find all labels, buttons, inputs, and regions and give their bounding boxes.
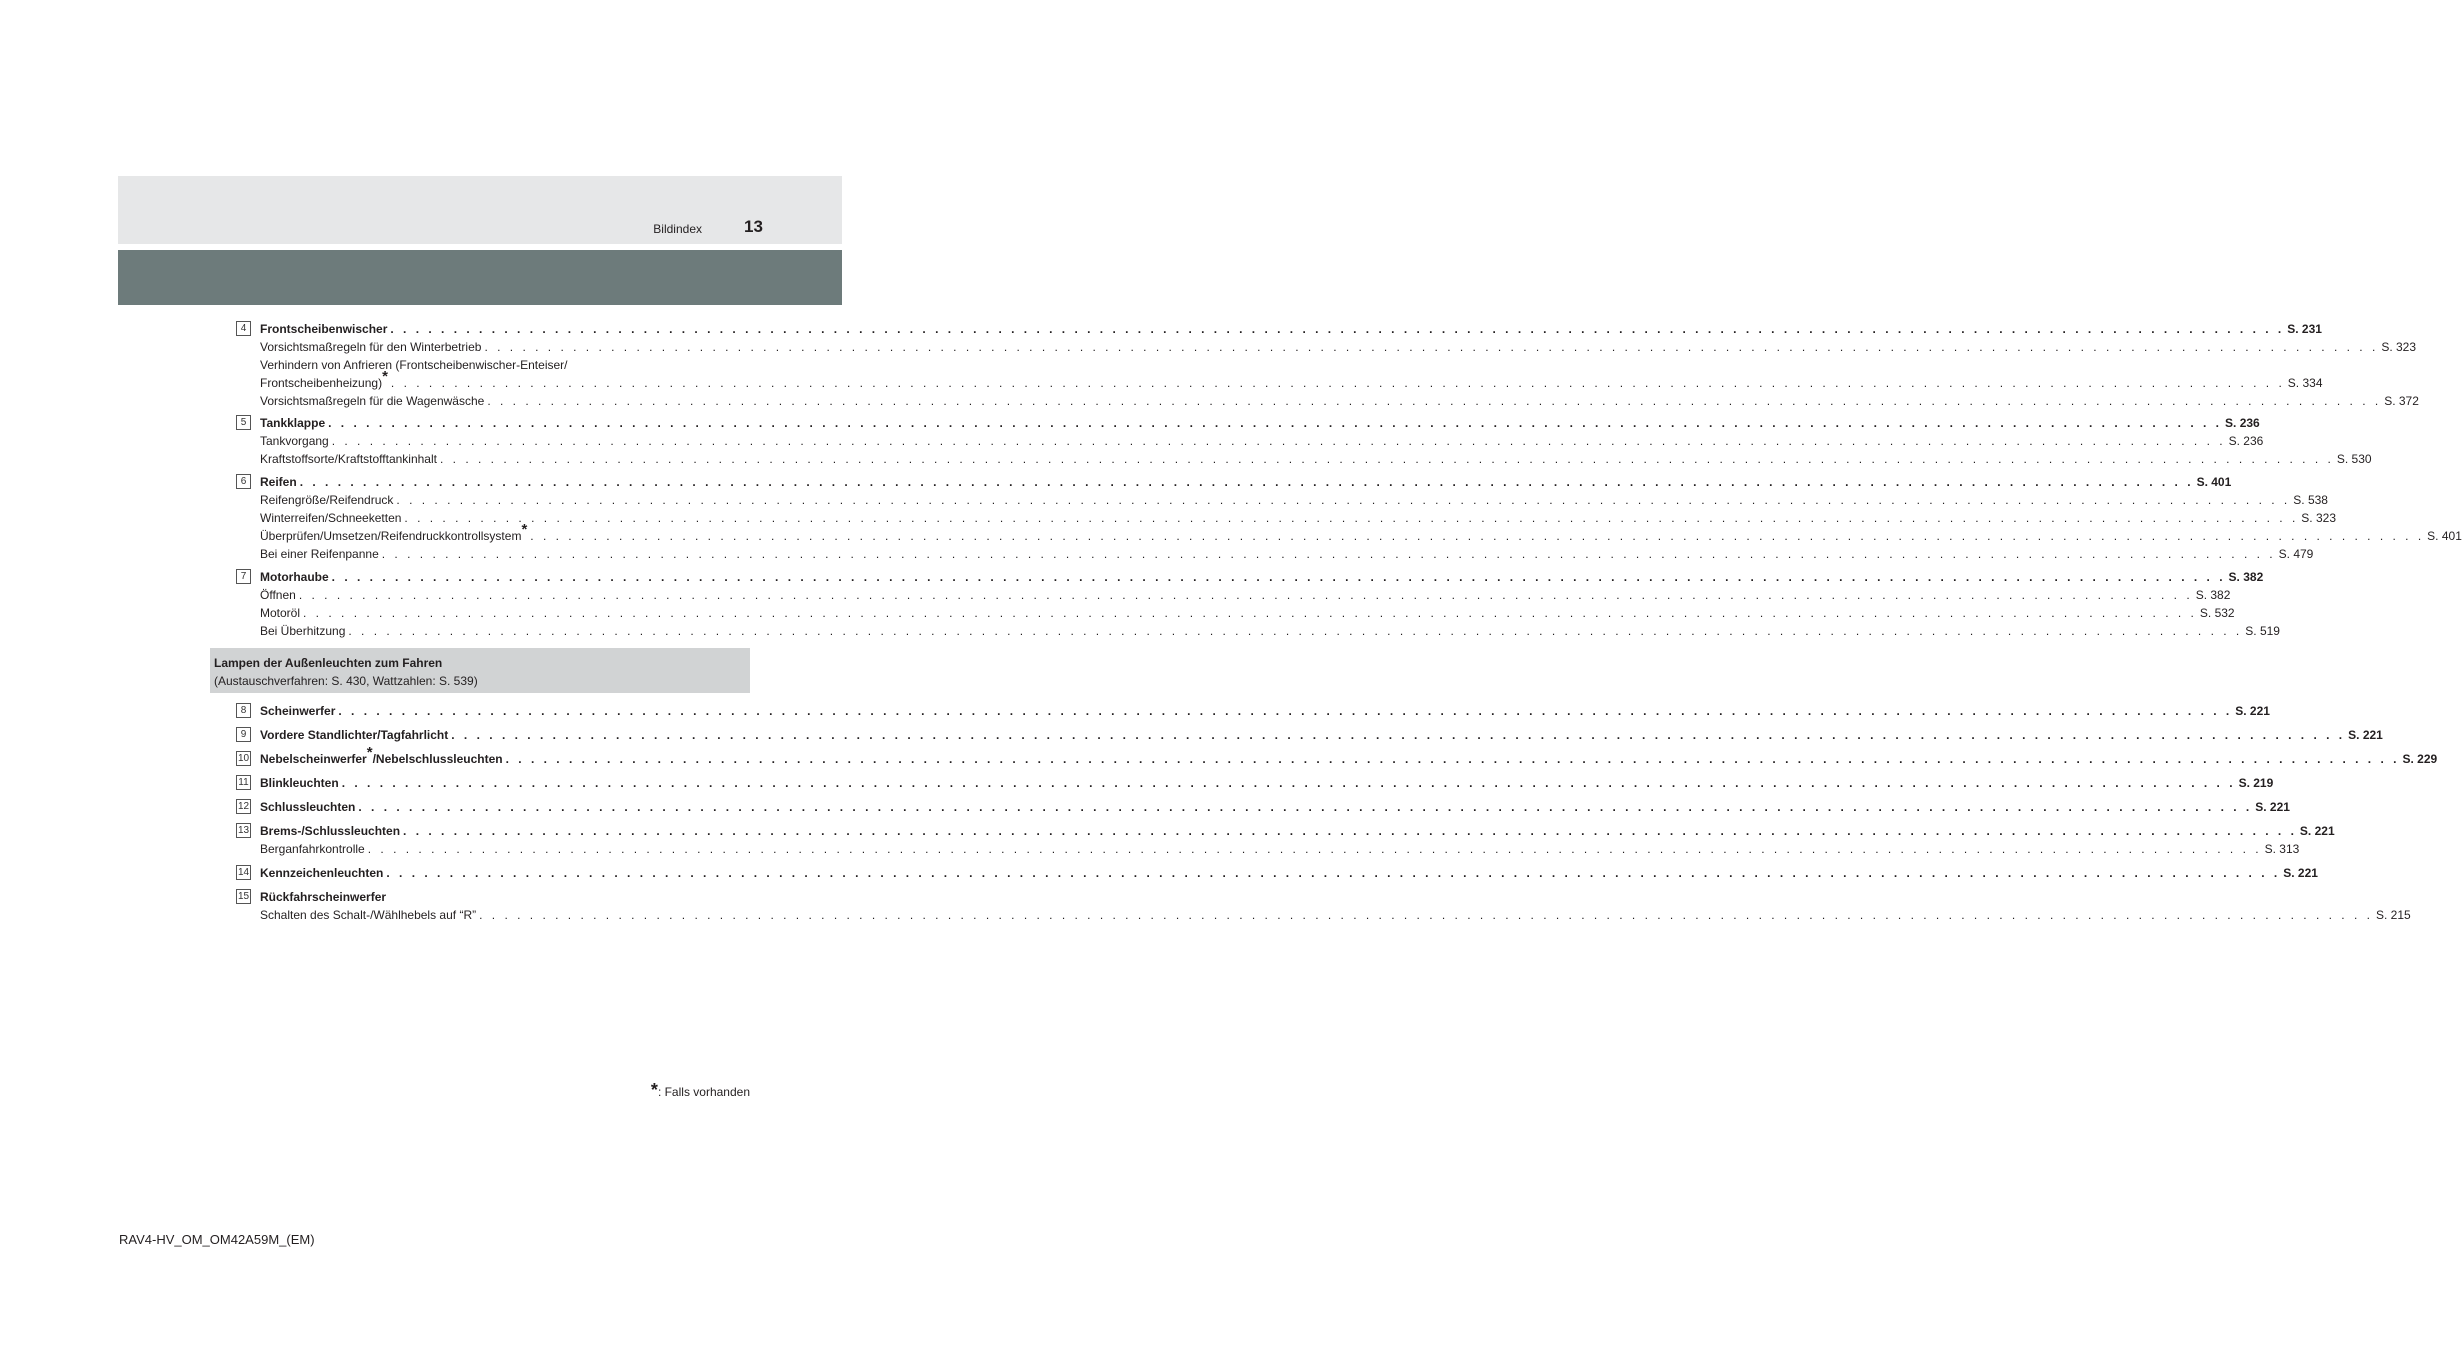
dot-leader: . . . . . . . . . . . . . . . . . . . . . . . . . . . . . . . . . . . . . . . . . . . . . . . . . . . . . . . . . . . . . . . . . . . . . . . . . . . . . . . . . . . . . . . . . . . . . . . . . . . . . . . . . . . . . . . . . . . . . . . . . . . . . . . . . . . . . . . . . . . . . . . . . . . . . . xyxy=(386,866,2281,880)
index-group xyxy=(236,702,2270,720)
entry-label: Tankklappe xyxy=(260,416,326,430)
document-code: RAV4-HV_OM_OM42A59M_(EM) xyxy=(119,1232,315,1247)
page-reference[interactable]: S. 221 xyxy=(2283,866,2318,880)
index-line xyxy=(260,356,724,374)
lamp-section-box xyxy=(210,648,750,693)
page-reference[interactable]: S. 382 xyxy=(2228,570,2264,584)
page-reference[interactable]: S. 532 xyxy=(2199,606,2235,620)
index-line xyxy=(260,432,2264,450)
index-group xyxy=(236,414,2372,468)
dot-leader: . . . . . . . . . . . . . . . . . . . . . . . . . . . . . . . . . . . . . . . . . . . . . . . . . . . . . . . . . . . . . . . . . . . . . . . . . . . . . . . . . . . . . . . . . . . . . . . . . . . . . . . . . . . . . . . . . . . . . . . . . . . . . . . . . . . . . . . . . . . . . . . . . . . . . . xyxy=(331,434,2226,448)
entry-label: Tankvorgang xyxy=(260,434,329,448)
entry-label: Scheinwerfer xyxy=(260,704,336,718)
index-line xyxy=(260,450,2372,468)
index-line xyxy=(260,798,2290,816)
dot-leader: . . . . . . . . . . . . . . . . . . . . . . . . . . . . . . . . . . . . . . . . . . . . . . . . . . . . . . . . . . . . . . . . . . . . . . . . . . . . . . . . . . . . . . . . . . . . . . . . . . . . . . . . . . . . . . . . . . . . . . . . . . . . . . . . . . . . . . . . . . . . . . . . . . . . . . xyxy=(338,704,2233,718)
dot-leader: . . . . . . . . . . . . . . . . . . . . . . . . . . . . . . . . . . . . . . . . . . . . . . . . . . . . . . . . . . . . . . . . . . . . . . . . . . . . . . . . . . . . . . . . . . . . . . . . . . . . . . . . . . . . . . . . . . . . . . . . . . . . . . . . . . . . . . . . . . . . . . . . . . . . . . xyxy=(403,824,2297,838)
entry-label: Öffnen xyxy=(260,588,296,602)
index-line xyxy=(260,906,2411,924)
dot-leader: . . . . . . . . . . . . . . . . . . . . . . . . . . . . . . . . . . . . . . . . . . . . . . . . . . . . . . . . . . . . . . . . . . . . . . . . . . . . . . . . . . . . . . . . . . . . . . . . . . . . . . . . . . . . . . . . . . . . . . . . . . . . . . . . . . . . . . . . . . . . . . . . . . . . . . xyxy=(484,340,2379,354)
page-reference[interactable]: S. 236 xyxy=(2225,416,2260,430)
lamp-section-subtitle: (Austauschverfahren: S. 430, Wattzahlen: S. 539) xyxy=(214,674,478,688)
index-group xyxy=(236,774,2274,792)
index-group xyxy=(236,568,2280,640)
callout-number: 14 xyxy=(237,867,250,878)
page-reference[interactable]: S. 221 xyxy=(2299,824,2335,838)
index-group xyxy=(236,888,2411,924)
dot-leader: . . . . . . . . . . . . . . . . . . . . . . . . . . . . . . . . . . . . . . . . . . . . . . . . . . . . . . . . . . . . . . . . . . . . . . . . . . . . . . . . . . . . . . . . . . . . . . . . . . . . . . . . . . . . . . . . . . . . . . . . . . . . . . . . . . . . . . . . . . . . . . . . . . . . . . xyxy=(439,452,2334,466)
page-reference[interactable]: S. 221 xyxy=(2255,800,2290,814)
index-line xyxy=(260,586,2231,604)
entry-label: Schalten des Schalt-/Wählhebels auf “R” xyxy=(260,908,477,922)
entry-label: Winterreifen/Schneeketten xyxy=(260,511,402,525)
entry-label: Kraftstoffsorte/Kraftstofftankinhalt xyxy=(260,452,437,466)
index-line xyxy=(260,368,2323,392)
callout-number: 12 xyxy=(237,801,250,812)
dot-leader: . . . . . . . . . . . . . . . . . . . . . . . . . . . . . . . . . . . . . . . . . . . . . . . . . . . . . . . . . . . . . . . . . . . . . . . . . . . . . . . . . . . . . . . . . . . . . . . . . . . . . . . . . . . . . . . . . . . . . . . . . . . . . . . . . . . . . . . . . . . . . . . . . . . . . . xyxy=(358,800,2253,814)
page-reference[interactable]: S. 519 xyxy=(2245,624,2280,638)
dot-leader: . . . . . . . . . . . . . . . . . . . . . . . . . . . . . . . . . . . . . . . . . . . . . . . . . . . . . . . . . . . . . . . . . . . . . . . . . . . . . . . . . . . . . . . . . . . . . . . . . . . . . . . . . . . . . . . . . . . . . . . . . . . . . . . . . . . . . . . . . . . . . . . . . . . . . . xyxy=(381,547,2276,561)
page-reference[interactable]: S. 323 xyxy=(2381,340,2417,354)
dot-leader: . . . . . . . . . . . . . . . . . . . . . . . . . . . . . . . . . . . . . . . . . . . . . . . . . . . . . . . . . . . . . . . . . . . . . . . . . . . . . . . . . . . . . . . . . . . . . . . . . . . . . . . . . . . . . . . . . . . . . . . . . . . . . . . . . . . . . . . . . . . . . . . . . . . . . . xyxy=(299,475,2194,489)
dot-leader: . . . . . . . . . . . . . . . . . . . . . . . . . . . . . . . . . . . . . . . . . . . . . . . . . . . . . . . . . . . . . . . . . . . . . . . . . . . . . . . . . . . . . . . . . . . . . . . . . . . . . . . . . . . . . . . . . . . . . . . . . . . . . . . . . . . . . . . . . . . . . . . . . . . . . . xyxy=(451,728,2346,742)
entry-label: Vordere Standlichter/Tagfahrlicht xyxy=(260,728,449,742)
page-reference[interactable]: S. 372 xyxy=(2384,394,2419,408)
page-reference[interactable]: S. 229 xyxy=(2402,752,2438,766)
dot-leader: . . . . . . . . . . . . . . . . . . . . . . . . . . . . . . . . . . . . . . . . . . . . . . . . . . . . . . . . . . . . . . . . . . . . . . . . . . . . . . . . . . . . . . . . . . . . . . . . . . . . . . . . . . . . . . . . . . . . . . . . . . . . . . . . . . . . . . . . . . . . . . . . . . . . . . xyxy=(331,570,2226,584)
dot-leader: . . . . . . . . . . . . . . . . . . . . . . . . . . . . . . . . . . . . . . . . . . . . . . . . . . . . . . . . . . . . . . . . . . . . . . . . . . . . . . . . . . . . . . . . . . . . . . . . . . . . . . . . . . . . . . . . . . . . . . . . . . . . . . . . . . . . . . . . . . . . . . . . . . . . . . xyxy=(303,606,2197,620)
footnote-star: * xyxy=(650,1080,658,1100)
page-number: 13 xyxy=(744,217,763,236)
dot-leader: . . . . . . . . . . . . . . . . . . . . . . . . . . . . . . . . . . . . . . . . . . . . . . . . . . . . . . . . . . . . . . . . . . . . . . . . . . . . . . . . . . . . . . . . . . . . . . . . . . . . . . . . . . . . . . . . . . . . . . . . . . . . . . . . . . . . . . . . . . . . . . . . . . . . . . xyxy=(530,529,2425,543)
entry-label: Brems-/Schlussleuchten xyxy=(260,824,401,838)
index-line xyxy=(260,702,2270,720)
page-reference[interactable]: S. 219 xyxy=(2238,776,2274,790)
index-group xyxy=(236,726,2383,744)
dot-leader: . . . . . . . . . . . . . . . . . . . . . . . . . . . . . . . . . . . . . . . . . . . . . . . . . . . . . . . . . . . . . . . . . . . . . . . . . . . . . . . . . . . . . . . . . . . . . . . . . . . . . . . . . . . . . . . . . . . . . . . . . . . . . . . . . . . . . . . . . . . . . . . . . . . . . . xyxy=(487,394,2382,408)
index-line xyxy=(260,521,2462,545)
index-line xyxy=(260,864,2318,882)
entry-label: Nebelscheinwerfer*/Nebelschlussleuchten xyxy=(260,744,503,766)
entry-label: Vorsichtsmaßregeln für den Winterbetrieb xyxy=(260,340,482,354)
header-band xyxy=(118,176,842,244)
dot-leader: . . . . . . . . . . . . . . . . . . . . . . . . . . . . . . . . . . . . . . . . . . . . . . . . . . . . . . . . . . . . . . . . . . . . . . . . . . . . . . . . . . . . . . . . . . . . . . . . . . . . . . . . . . . . . . . . . . . . . . . . . . . . . . . . . . . . . . . . . . . . . . . . . . . . . . xyxy=(479,908,2373,922)
entry-label: Vorsichtsmaßregeln für die Wagenwäsche xyxy=(260,394,485,408)
index-line xyxy=(260,338,2417,356)
header-bar xyxy=(118,250,842,305)
entry-label: Bei einer Reifenpanne xyxy=(260,547,379,561)
entry-label: Schlussleuchten xyxy=(260,800,356,814)
dot-leader: . . . . . . . . . . . . . . . . . . . . . . . . . . . . . . . . . . . . . . . . . . . . . . . . . . . . . . . . . . . . . . . . . . . . . . . . . . . . . . . . . . . . . . . . . . . . . . . . . . . . . . . . . . . . . . . . . . . . . . . . . . . . . . . . . . . . . . . . . . . . . . . . . . . . . . xyxy=(341,776,2236,790)
index-line xyxy=(260,568,2264,586)
index-line xyxy=(260,473,2232,491)
entry-label: Verhindern von Anfrieren (Frontscheibenwischer-Enteiser/ xyxy=(260,358,568,372)
index-line xyxy=(260,491,2328,509)
index-line xyxy=(260,509,2336,527)
entry-label: Motorhaube xyxy=(260,570,329,584)
entry-label: Motoröl xyxy=(260,606,301,620)
callout-number: 6 xyxy=(236,474,251,489)
page-reference[interactable]: S. 538 xyxy=(2293,493,2328,507)
dot-leader: . . . . . . . . . . . . . . . . . . . . . . . . . . . . . . . . . . . . . . . . . . . . . . . . . . . . . . . . . . . . . . . . . . . . . . . . . . . . . . . . . . . . . . . . . . . . . . . . . . . . . . . . . . . . . . . . . . . . . . . . . . . . . . . . . . . . . . . . . . . . . . . . . . . . . . xyxy=(348,624,2243,638)
footnote xyxy=(600,1080,750,1101)
index-line xyxy=(260,392,2419,410)
index-line xyxy=(260,726,2383,744)
page-reference[interactable]: S. 231 xyxy=(2287,322,2322,336)
index-line xyxy=(260,774,2274,792)
callout-number: 5 xyxy=(236,415,251,430)
lamp-section-title: Lampen der Außenleuchten zum Fahren xyxy=(214,656,443,670)
dot-leader: . . . . . . . . . . . . . . . . . . . . . . . . . . . . . . . . . . . . . . . . . . . . . . . . . . . . . . . . . . . . . . . . . . . . . . . . . . . . . . . . . . . . . . . . . . . . . . . . . . . . . . . . . . . . . . . . . . . . . . . . . . . . . . . . . . . . . . . . . . . . . . . . . . . . . . xyxy=(396,493,2291,507)
page-reference[interactable]: S. 401 xyxy=(2196,475,2232,489)
entry-label: Frontscheibenheizung)* xyxy=(260,368,388,390)
index-group xyxy=(236,744,2438,768)
callout-number: 11 xyxy=(236,775,251,790)
entry-label: Bei Überhitzung xyxy=(260,624,346,638)
entry-label: Kennzeichenleuchten xyxy=(260,866,384,880)
footnote-marker: * xyxy=(521,521,528,538)
index-group xyxy=(236,320,2419,410)
index-line xyxy=(260,545,2314,563)
callout-number: 8 xyxy=(236,703,251,718)
index-line xyxy=(260,822,2335,840)
index-group xyxy=(236,864,2318,882)
index-line xyxy=(260,320,2322,338)
footnote-marker: * xyxy=(366,744,373,761)
page-reference[interactable]: S. 382 xyxy=(2195,588,2231,602)
index-line xyxy=(260,888,724,906)
footnote-marker: * xyxy=(382,368,388,385)
dot-leader: . . . . . . . . . . . . . . . . . . . . . . . . . . . . . . . . . . . . . . . . . . . . . . . . . . . . . . . . . . . . . . . . . . . . . . . . . . . . . . . . . . . . . . . . . . . . . . . . . . . . . . . . . . . . . . . . . . . . . . . . . . . . . . . . . . . . . . . . . . . . . . . . . . . . . . xyxy=(505,752,2400,766)
dot-leader: . . . . . . . . . . . . . . . . . . . . . . . . . . . . . . . . . . . . . . . . . . . . . . . . . . . . . . . . . . . . . . . . . . . . . . . . . . . . . . . . . . . . . . . . . . . . . . . . . . . . . . . . . . . . . . . . . . . . . . . . . . . . . . . . . . . . . . . . . . . . . . . . . . . . . . xyxy=(367,842,2262,856)
dot-leader: . . . . . . . . . . . . . . . . . . . . . . . . . . . . . . . . . . . . . . . . . . . . . . . . . . . . . . . . . . . . . . . . . . . . . . . . . . . . . . . . . . . . . . . . . . . . . . . . . . . . . . . . . . . . . . . . . . . . . . . . . . . . . . . . . . . . . . . . . . . . . . . . . . . . . . xyxy=(390,322,2285,336)
callout-number: 15 xyxy=(237,891,250,902)
index-line xyxy=(260,622,2280,640)
page-reference[interactable]: S. 236 xyxy=(2228,434,2264,448)
entry-label: Berganfahrkontrolle xyxy=(260,842,365,856)
index-group xyxy=(236,798,2290,816)
page-reference[interactable]: S. 313 xyxy=(2264,842,2300,856)
callout-number: 13 xyxy=(237,825,250,836)
footnote-text: : Falls vorhanden xyxy=(657,1085,750,1099)
page-reference[interactable]: S. 215 xyxy=(2375,908,2411,922)
index-line xyxy=(260,414,2260,432)
dot-leader: . . . . . . . . . . . . . . . . . . . . . . . . . . . . . . . . . . . . . . . . . . . . . . . . . . . . . . . . . . . . . . . . . . . . . . . . . . . . . . . . . . . . . . . . . . . . . . . . . . . . . . . . . . . . . . . . . . . . . . . . . . . . . . . . . . . . . . . . . . . . . . . . . . . . . . xyxy=(404,511,2299,525)
index-group xyxy=(236,822,2335,858)
section-title: Bildindex xyxy=(653,222,702,236)
callout-number: 10 xyxy=(237,753,250,764)
entry-label: Überprüfen/Umsetzen/Reifendruckkontrollsystem* xyxy=(260,521,528,543)
dot-leader: . . . . . . . . . . . . . . . . . . . . . . . . . . . . . . . . . . . . . . . . . . . . . . . . . . . . . . . . . . . . . . . . . . . . . . . . . . . . . . . . . . . . . . . . . . . . . . . . . . . . . . . . . . . . . . . . . . . . . . . . . . . . . . . . . . . . . . . . . . . . . . . . . . . . . . xyxy=(328,416,2223,430)
callout-number: 9 xyxy=(236,727,251,742)
entry-label: Blinkleuchten xyxy=(260,776,339,790)
entry-label: Frontscheibenwischer xyxy=(260,322,388,336)
index-line xyxy=(260,840,2300,858)
page-reference[interactable]: S. 401 xyxy=(2427,529,2462,543)
callout-number: 4 xyxy=(236,321,251,336)
dot-leader: . . . . . . . . . . . . . . . . . . . . . . . . . . . . . . . . . . . . . . . . . . . . . . . . . . . . . . . . . . . . . . . . . . . . . . . . . . . . . . . . . . . . . . . . . . . . . . . . . . . . . . . . . . . . . . . . . . . . . . . . . . . . . . . . . . . . . . . . . . . . . . . . . . . . . . xyxy=(390,376,2285,390)
index-line xyxy=(260,744,2438,768)
callout-number: 7 xyxy=(236,569,251,584)
index-line xyxy=(260,604,2235,622)
page-reference[interactable]: S. 479 xyxy=(2278,547,2314,561)
dot-leader: . . . . . . . . . . . . . . . . . . . . . . . . . . . . . . . . . . . . . . . . . . . . . . . . . . . . . . . . . . . . . . . . . . . . . . . . . . . . . . . . . . . . . . . . . . . . . . . . . . . . . . . . . . . . . . . . . . . . . . . . . . . . . . . . . . . . . . . . . . . . . . . . . . . . . . xyxy=(298,588,2193,602)
entry-label: Reifen xyxy=(260,475,297,489)
entry-label: Reifengröße/Reifendruck xyxy=(260,493,394,507)
page-reference[interactable]: S. 334 xyxy=(2287,376,2323,390)
page-reference[interactable]: S. 221 xyxy=(2348,728,2383,742)
entry-label: Rückfahrscheinwerfer xyxy=(260,890,387,904)
index-group xyxy=(236,473,2462,563)
page-reference[interactable]: S. 530 xyxy=(2336,452,2372,466)
page-reference[interactable]: S. 323 xyxy=(2301,511,2336,525)
page-reference[interactable]: S. 221 xyxy=(2235,704,2270,718)
